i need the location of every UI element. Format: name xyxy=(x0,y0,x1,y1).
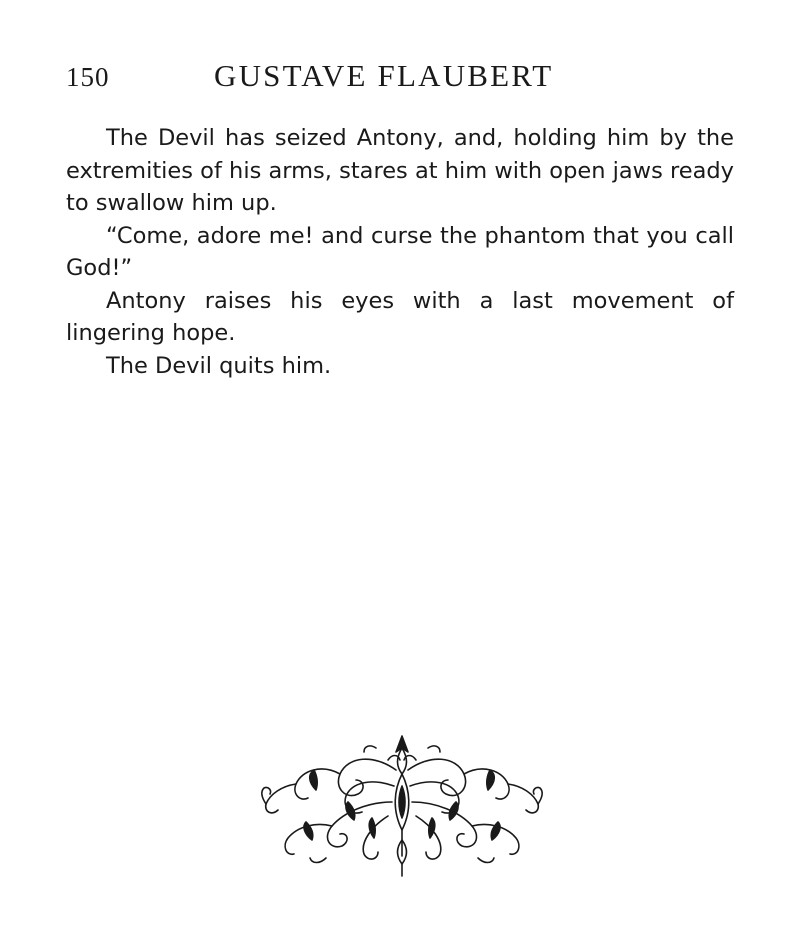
running-title: GUSTAVE FLAUBERT xyxy=(214,58,554,93)
paragraph: The Devil has seized Antony, and, holding him by the extremities of his arms, stares at him with open jaws ready to swallow him up. xyxy=(66,125,734,216)
paragraph: “Come, adore me! and curse the phantom that you call God!” xyxy=(66,222,734,281)
floral-tailpiece-icon xyxy=(256,730,548,880)
paragraph: Antony raises his eyes with a last movement of lingering hope. xyxy=(66,287,734,346)
paragraph: The Devil quits him. xyxy=(106,352,332,379)
running-head xyxy=(66,58,734,98)
body-text xyxy=(66,122,734,382)
page-number: 150 xyxy=(66,62,110,92)
